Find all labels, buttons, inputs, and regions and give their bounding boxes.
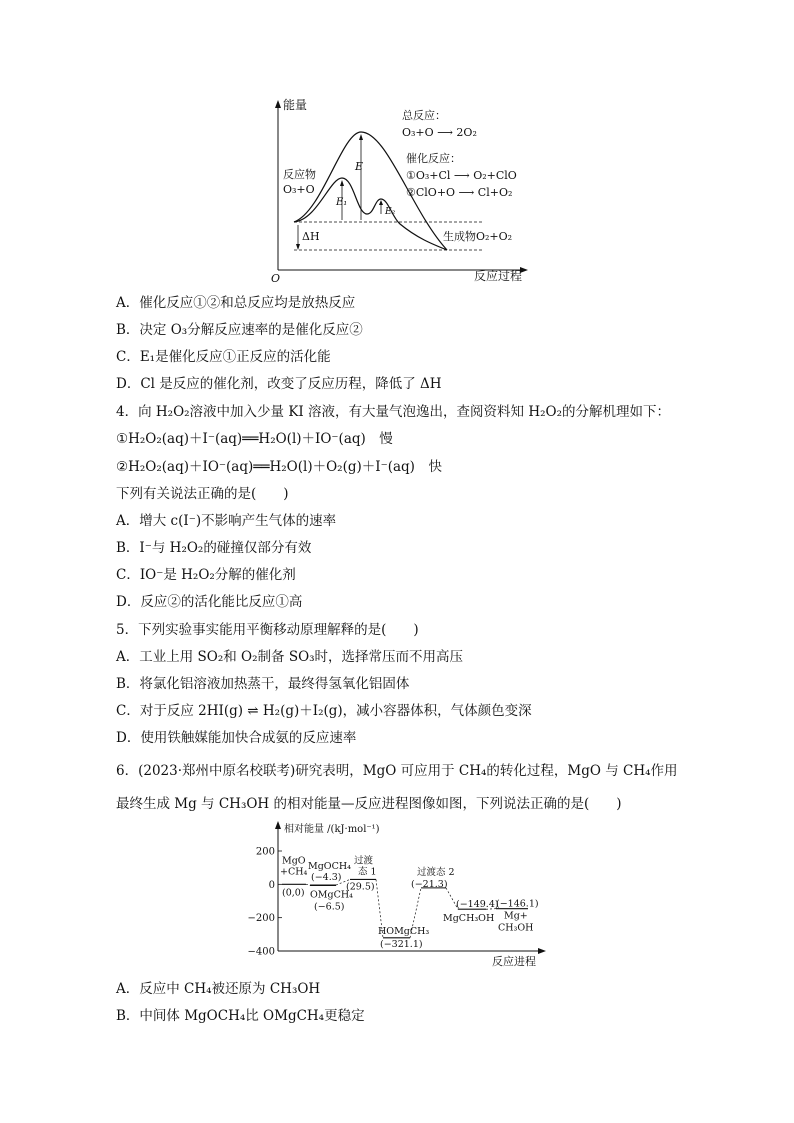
E2-arrow-head — [379, 200, 383, 205]
q6-option-a: A．反应中 CH₄被还原为 CH₃OH — [116, 981, 321, 997]
chart2-value-label: (−146.1) — [496, 898, 539, 910]
chart2-value-label: (29.5) — [346, 881, 375, 893]
y-axis-label: 能量 — [283, 98, 308, 112]
total-reaction-title: 总反应： — [402, 109, 446, 122]
chart2-connector — [306, 884, 310, 885]
q5-option-b: B．将氯化铝溶液加热蒸干，最终得氢氧化铝固体 — [116, 676, 410, 692]
E2-label: E₂ — [385, 207, 396, 217]
chart2-value-label: (−149.4) — [456, 899, 499, 911]
q4-option-a: A．增大 c(I⁻)不影响产生气体的速率 — [116, 513, 337, 529]
reactant-label: 反应物 — [283, 168, 316, 181]
chart2-value-label: (0,0) — [282, 887, 305, 899]
product-label: 生成物O₂+O₂ — [443, 230, 513, 243]
q5-stem: 5．下列实验事实能用平衡移动原理解释的是( ) — [116, 622, 419, 638]
q3-option-a: A．催化反应①②和总反应均是放热反应 — [116, 295, 356, 311]
chart2-state-label: MgOCH₄ — [308, 861, 351, 873]
q4-option-b: B．I⁻与 H₂O₂的碰撞仅部分有效 — [116, 540, 312, 556]
catalytic-step-1: ①O₃+Cl ⟶ O₂+ClO — [406, 169, 517, 182]
q6-stem-line-2: 最终生成 Mg 与 CH₃OH 的相对能量—反应进程图像如图，下列说法正确的是( ) — [116, 796, 622, 812]
chart2-value-label: (−6.5) — [314, 901, 345, 913]
E-arrow-head — [359, 134, 363, 140]
q6-stem-line-1: 6．(2023·郑州中原名校联考)研究表明，MgO 可应用于 CH₄的转化过程，MgO 与 CH₄作用 — [116, 763, 678, 779]
q4-option-d: D．反应②的活化能比反应①高 — [116, 594, 303, 610]
chart2-value-label: (−21.3) — [411, 878, 448, 890]
chart2-state-label: 过渡 — [354, 855, 374, 867]
chart2-y-tick-label: 0 — [268, 879, 275, 891]
q5-option-c: C．对于反应 2HI(g) ⇌ H₂(g)＋I₂(g)，减小容器体积，气体颜色变深 — [116, 703, 532, 719]
y-axis-arrow — [275, 100, 281, 108]
total-reaction-eq: O₃+O ⟶ 2O₂ — [402, 126, 477, 139]
chart2-state-label: OMgCH₄ — [310, 889, 353, 901]
q6-option-b: B．中间体 MgOCH₄比 OMgCH₄更稳定 — [116, 1008, 365, 1024]
q4-reaction-2: ②H₂O₂(aq)＋IO⁻(aq)══H₂O(l)＋O₂(g)＋I⁻(aq) 快 — [116, 459, 442, 475]
E1-arrow-head — [340, 180, 344, 186]
q3-option-c: C．E₁是催化反应①正反应的活化能 — [116, 349, 331, 365]
E1-label: E₁ — [336, 197, 348, 208]
chart2-value-label: (−4.3) — [311, 872, 342, 884]
chart2-y-tick-label: 200 — [255, 846, 275, 858]
catalytic-step-2: ②ClO+O ⟶ Cl+O₂ — [406, 186, 513, 199]
origin-label: O — [271, 272, 281, 284]
q4-option-c: C．IO⁻是 H₂O₂分解的催化剂 — [116, 567, 296, 583]
energy-diagram-2 — [240, 818, 560, 970]
chart2-y-axis-arrow — [275, 821, 281, 829]
catalytic-title: 催化反应： — [406, 152, 461, 165]
q5-option-d: D．使用铁触媒能加快合成氨的反应速率 — [116, 730, 357, 746]
chart2-x-axis-arrow — [538, 948, 546, 954]
chart2-state-label: 态 1 — [358, 866, 377, 878]
chart2-y-tick-label: −400 — [247, 946, 275, 958]
chart2-state-label: Mg+ — [504, 910, 528, 922]
q3-option-b: B．决定 O₃分解反应速率的是催化反应② — [116, 322, 363, 338]
x-axis-label: 反应过程 — [474, 269, 523, 283]
chart2-state-label: CH₃OH — [498, 922, 534, 934]
q5-option-a: A．工业上用 SO₂和 O₂制备 SO₃时，选择常压而不用高压 — [116, 649, 464, 665]
chart2-state-label: HOMgCH₃ — [378, 925, 430, 937]
energy-diagram-1 — [262, 92, 552, 284]
dH-label: ΔH — [302, 230, 320, 243]
chart2-x-label: 反应进程 — [492, 955, 536, 968]
chart2-state-label: +CH₄ — [280, 866, 308, 878]
reactant-formula: O₃+O — [283, 183, 315, 196]
dH-arrow-head — [296, 244, 300, 250]
chart2-state-label: MgCH₃OH — [443, 913, 495, 925]
chart2-state-label: MgO — [282, 855, 306, 867]
chart2-y-label: 相对能量 /(kJ·mol⁻¹) — [284, 824, 380, 835]
chart2-state-label: 过渡态 2 — [417, 866, 455, 878]
q3-option-d: D．Cl 是反应的催化剂，改变了反应历程，降低了 ΔH — [116, 376, 442, 392]
chart2-value-label: (−321.1) — [380, 938, 423, 950]
q4-question: 下列有关说法正确的是( ) — [116, 486, 289, 502]
q4-reaction-1: ①H₂O₂(aq)＋I⁻(aq)══H₂O(l)＋IO⁻(aq) 慢 — [116, 431, 393, 447]
chart2-y-tick-label: −200 — [247, 913, 275, 925]
q4-stem: 4．向 H₂O₂溶液中加入少量 KI 溶液，有大量气泡逸出，查阅资料知 H₂O₂的分解机理如下： — [116, 404, 670, 420]
E-label: E — [355, 160, 364, 173]
